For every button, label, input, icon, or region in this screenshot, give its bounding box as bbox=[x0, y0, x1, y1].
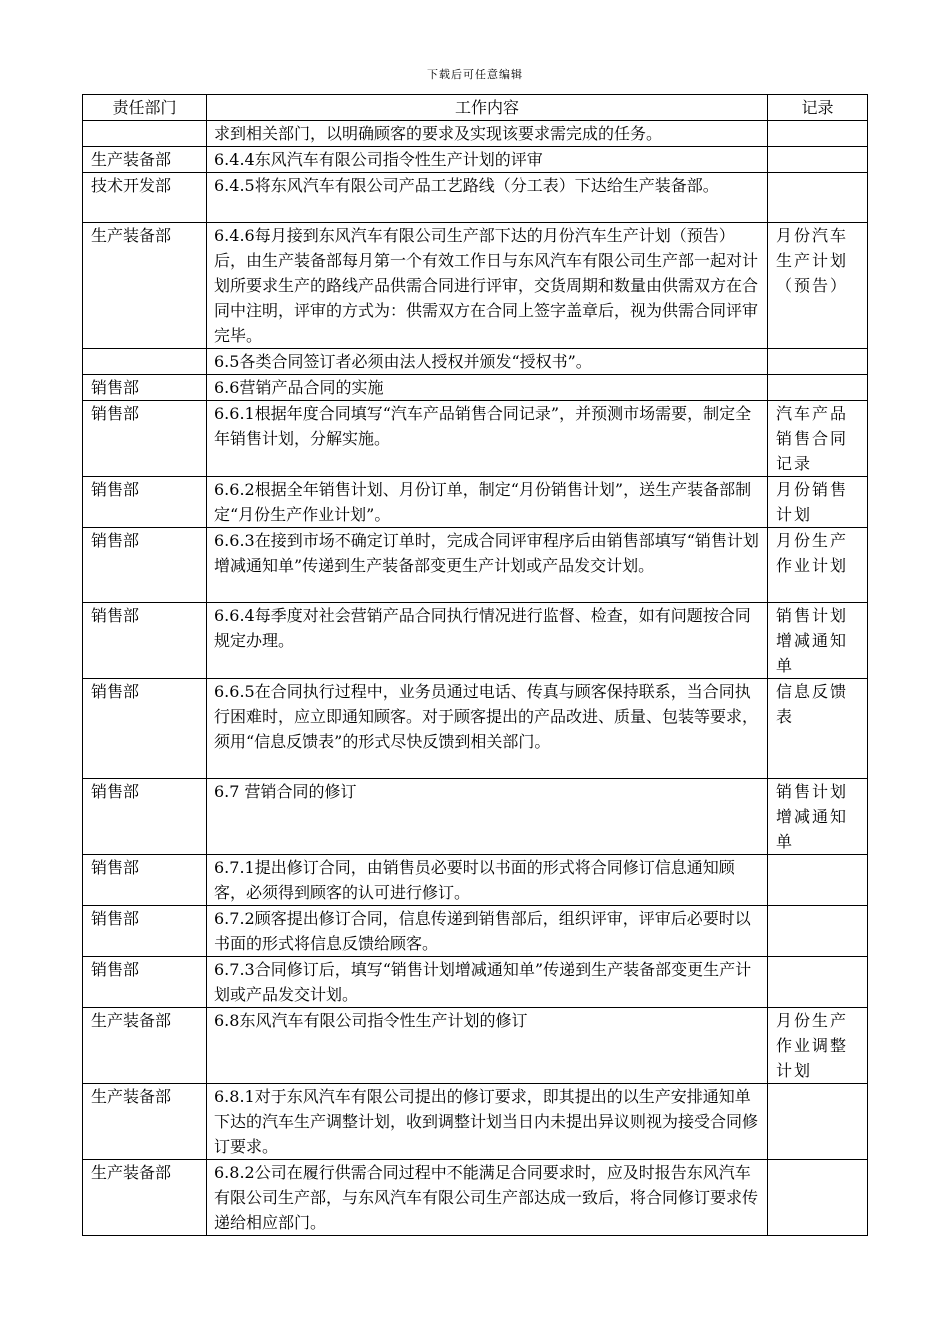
content-cell: 6.7.1提出修订合同，由销售员必要时以书面的形式将合同修订信息通知顾客，必须得到顾客的认可进行修订。 bbox=[207, 855, 768, 906]
content-cell: 6.7.3合同修订后，填写“销售计划增减通知单”传递到生产装备部变更生产计划或产品发交计划。 bbox=[207, 957, 768, 1008]
table-row bbox=[83, 1160, 868, 1236]
content-cell: 6.6.2根据全年销售计划、月份订单，制定“月份销售计划”，送生产装备部制定“月份生产作业计划”。 bbox=[207, 477, 768, 528]
content-cell: 6.8.2公司在履行供需合同过程中不能满足合同要求时，应及时报告东风汽车有限公司生产部，与东风汽车有限公司生产部达成一致后，将合同修订要求传递给相应部门。 bbox=[207, 1160, 768, 1236]
record-cell: 月份生产作业调整计划 bbox=[768, 1008, 868, 1084]
content-cell: 6.6.3在接到市场不确定订单时，完成合同评审程序后由销售部填写“销售计划增减通知单”传递到生产装备部变更生产计划或产品发交计划。 bbox=[207, 528, 768, 603]
table-row bbox=[83, 957, 868, 1008]
record-cell bbox=[768, 957, 868, 1008]
record-cell bbox=[768, 147, 868, 173]
dept-cell: 生产装备部 bbox=[83, 1160, 207, 1236]
content-cell: 6.4.6每月接到东风汽车有限公司生产部下达的月份汽车生产计划（预告）后，由生产装备部每月第一个有效工作日与东风汽车有限公司生产部一起对计划所要求生产的路线产品供需合同进行评审，交货周期和数量由供需双方在合同中注明，评审的方式为：供需双方在合同上签字盖章后，视为供需合同评审完毕。 bbox=[207, 223, 768, 349]
record-cell bbox=[768, 855, 868, 906]
content-cell: 6.7 营销合同的修订 bbox=[207, 779, 768, 855]
dept-cell: 销售部 bbox=[83, 957, 207, 1008]
record-cell: 月份汽车生产计划（预告） bbox=[768, 223, 868, 349]
content-cell: 6.6营销产品合同的实施 bbox=[207, 375, 768, 401]
record-cell: 月份销售计划 bbox=[768, 477, 868, 528]
table-row bbox=[83, 223, 868, 349]
dept-cell: 生产装备部 bbox=[83, 147, 207, 173]
dept-cell: 生产装备部 bbox=[83, 223, 207, 349]
record-cell bbox=[768, 121, 868, 147]
table-row bbox=[83, 679, 868, 779]
table-header-row bbox=[83, 95, 868, 121]
record-cell: 销售计划增减通知单 bbox=[768, 603, 868, 679]
dept-cell: 销售部 bbox=[83, 855, 207, 906]
record-cell bbox=[768, 349, 868, 375]
content-cell: 6.4.5将东风汽车有限公司产品工艺路线（分工表）下达给生产装备部。 bbox=[207, 173, 768, 223]
content-cell: 6.8东风汽车有限公司指令性生产计划的修订 bbox=[207, 1008, 768, 1084]
table-row bbox=[83, 1008, 868, 1084]
dept-cell: 销售部 bbox=[83, 375, 207, 401]
table-row bbox=[83, 349, 868, 375]
procedure-table bbox=[82, 94, 868, 1236]
dept-cell bbox=[83, 121, 207, 147]
record-cell bbox=[768, 1084, 868, 1160]
record-cell: 汽车产品销售合同记录 bbox=[768, 401, 868, 477]
page-header-note: 下载后可任意编辑 bbox=[427, 68, 523, 81]
table-row bbox=[83, 401, 868, 477]
record-cell: 月份生产作业计划 bbox=[768, 528, 868, 603]
record-cell bbox=[768, 173, 868, 223]
dept-cell: 生产装备部 bbox=[83, 1008, 207, 1084]
table-row bbox=[83, 855, 868, 906]
table-row bbox=[83, 906, 868, 957]
content-cell: 求到相关部门，以明确顾客的要求及实现该要求需完成的任务。 bbox=[207, 121, 768, 147]
table-row bbox=[83, 1084, 868, 1160]
dept-cell bbox=[83, 349, 207, 375]
dept-cell: 销售部 bbox=[83, 779, 207, 855]
record-cell bbox=[768, 375, 868, 401]
content-cell: 6.8.1对于东风汽车有限公司提出的修订要求，即其提出的以生产安排通知单下达的汽车生产调整计划，收到调整计划当日内未提出异议则视为接受合同修订要求。 bbox=[207, 1084, 768, 1160]
table-row bbox=[83, 375, 868, 401]
table-row bbox=[83, 121, 868, 147]
table-body bbox=[83, 121, 868, 1236]
table-row bbox=[83, 528, 868, 603]
content-cell: 6.5各类合同签订者必须由法人授权并颁发“授权书”。 bbox=[207, 349, 768, 375]
dept-cell: 销售部 bbox=[83, 679, 207, 779]
column-header-record: 记录 bbox=[768, 95, 868, 121]
column-header-content: 工作内容 bbox=[207, 95, 768, 121]
table-row bbox=[83, 603, 868, 679]
dept-cell: 销售部 bbox=[83, 477, 207, 528]
record-cell: 销售计划增减通知单 bbox=[768, 779, 868, 855]
dept-cell: 技术开发部 bbox=[83, 173, 207, 223]
dept-cell: 生产装备部 bbox=[83, 1084, 207, 1160]
content-cell: 6.4.4东风汽车有限公司指令性生产计划的评审 bbox=[207, 147, 768, 173]
dept-cell: 销售部 bbox=[83, 528, 207, 603]
record-cell bbox=[768, 1160, 868, 1236]
table-row bbox=[83, 147, 868, 173]
dept-cell: 销售部 bbox=[83, 603, 207, 679]
column-header-dept: 责任部门 bbox=[83, 95, 207, 121]
content-cell: 6.7.2顾客提出修订合同，信息传递到销售部后，组织评审，评审后必要时以书面的形式将信息反馈给顾客。 bbox=[207, 906, 768, 957]
content-cell: 6.6.4每季度对社会营销产品合同执行情况进行监督、检查，如有问题按合同规定办理。 bbox=[207, 603, 768, 679]
table-row bbox=[83, 779, 868, 855]
dept-cell: 销售部 bbox=[83, 401, 207, 477]
table-row bbox=[83, 477, 868, 528]
content-cell: 6.6.1根据年度合同填写“汽车产品销售合同记录”，并预测市场需要，制定全年销售计划，分解实施。 bbox=[207, 401, 768, 477]
table-row bbox=[83, 173, 868, 223]
record-cell bbox=[768, 906, 868, 957]
record-cell: 信息反馈表 bbox=[768, 679, 868, 779]
dept-cell: 销售部 bbox=[83, 906, 207, 957]
content-cell: 6.6.5在合同执行过程中，业务员通过电话、传真与顾客保持联系，当合同执行困难时，应立即通知顾客。对于顾客提出的产品改进、质量、包装等要求，须用“信息反馈表”的形式尽快反馈到相关部门。 bbox=[207, 679, 768, 779]
